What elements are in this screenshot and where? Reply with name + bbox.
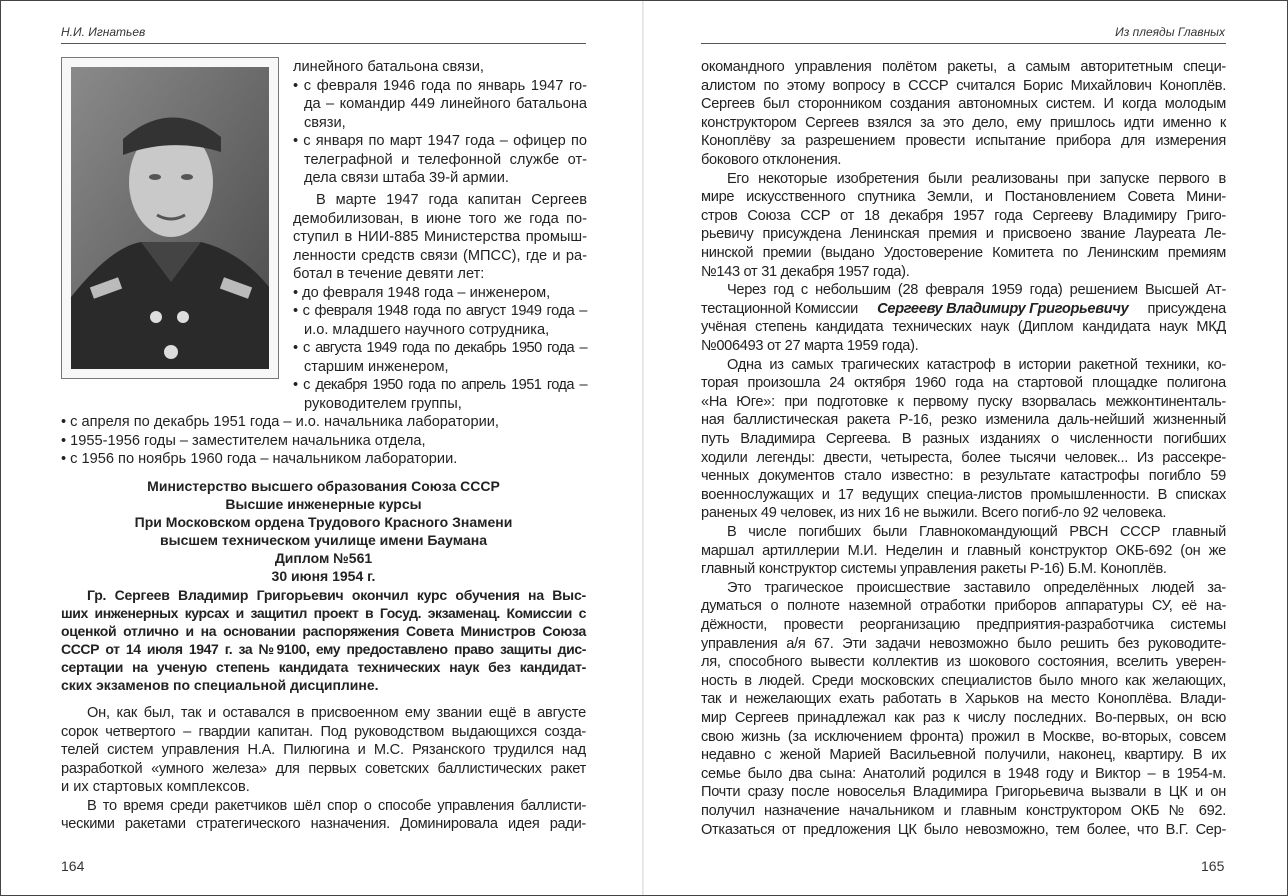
body-line: стров Союза ССР от 18 декабря 1957 года Сергееву Владимиру Григо- (701, 207, 1226, 224)
diploma-text: сертации на ученую степень кандидата технических наук без кандидат- (61, 659, 586, 675)
body-line: свою жизнь (за исключением фронта) прожил в Москве, во-вторых, совсем (701, 728, 1226, 745)
body-line: №006493 от 27 марта 1959 года). (701, 338, 919, 354)
bullet-line: • с декабря 1950 года по апрель 1951 года – (293, 377, 587, 393)
text-line: ступил в НИИ-885 Министерства промыш- (293, 229, 587, 245)
page-number-right: 165 (1201, 858, 1225, 874)
body-line: Отказаться от предложения ЦК было невозможно, тем более, что В.Г. Сер- (701, 821, 1226, 838)
diploma-heading: Диплом №561 (274, 550, 373, 566)
body-line: и их стартовых комплексов. (61, 779, 250, 795)
body-line: дёжности, провести реорганизацию предприятия-разработчика системы (701, 617, 1226, 633)
body-line: В числе погибших были Главнокомандующий РВСН СССР главный (727, 524, 1226, 540)
body-line: ля, способного вывести коллектив из шокового состояния, вселить уверен- (701, 654, 1226, 671)
text-line: дела связи штаба 39-й армии. (304, 170, 509, 186)
body-line: рьевичу присуждена Ленинская премия и присвоено звание Лауреата Ле- (701, 226, 1226, 243)
body-line (701, 300, 1226, 319)
bullet-line: • до февраля 1948 года – инженером, (293, 284, 551, 301)
page-number-left: 164 (61, 858, 85, 874)
left-page (1, 1, 644, 895)
text-line: демобилизован, в июне того же года по- (293, 210, 587, 227)
body-text: присуждена (1147, 300, 1226, 317)
body-line: Его некоторые изобретения были реализованы при запуске первого в (727, 170, 1226, 187)
right-page (644, 1, 1287, 895)
diploma-text: ских экзаменов по специальной дисциплине. (61, 677, 379, 693)
body-line: недавно с женой Марией Васильевной получили, наконец, квартиру. В их (701, 747, 1226, 764)
running-header-left: Н.И. Игнатьев (61, 25, 146, 39)
diploma-heading: Высшие инженерные курсы (225, 496, 422, 512)
text-line: В марте 1947 года капитан Сергеев (316, 192, 587, 208)
bullet-line: • 1955-1956 годы – заместителем начальника отдела, (61, 432, 426, 449)
diploma-text: оценкой отлично и на основании распоряжения Совета Министров Союза (61, 623, 586, 639)
text-line: телеграфной и телефонной службе от- (304, 151, 587, 168)
body-line: конструктором Сергеев взялся за это дело, ему пришлось идти именно к (701, 114, 1226, 131)
body-line: маршал артиллерии М.И. Неделин и главный конструктор ОКБ-692 (он же (701, 542, 1226, 559)
body-text: тестационной Комиссии (701, 300, 859, 317)
diploma-text: ших инженерных курсах и защитил проект в Госуд. экзаменац. Комиссии с (61, 605, 586, 621)
body-line: ность в людей. Среди московских специалистов было много как желающих, (701, 672, 1226, 689)
bullet-line: • с апреля по декабрь 1951 года – и.о. начальника лаборатории, (61, 414, 499, 430)
body-line: сорок четвертого – гвардии капитан. Под руководством выдающихся созда- (61, 723, 586, 740)
diploma-heading: высшем техническом училище имени Баумана (160, 532, 487, 548)
running-header-right: Из плеяды Главных (1115, 25, 1225, 39)
body-line: учёная степень кандидата технических наук (Диплом кандидата наук МКД (701, 319, 1226, 336)
body-line: ческими ракетами стратегического назначения. Доминировала идея ради- (61, 816, 586, 832)
body-line: ченных документов стало известно: в результате катастрофы погибло 59 (701, 468, 1226, 485)
header-rule (701, 43, 1226, 44)
body-line: военнослужащих и 17 ведущих специа-листов промышленности. В списках (701, 486, 1226, 503)
diploma-text: Гр. Сергеев Владимир Григорьевич окончил курс обучения на Выс- (87, 587, 586, 603)
body-line: нинской премии (выдано Удостоверение Комитета по Ленинским премиям (701, 245, 1226, 261)
body-line: разработкой «умного железа» для первых советских баллистических ракет (61, 760, 586, 777)
text-line: связи, (304, 114, 346, 131)
body-line: Одна из самых трагических катастроф в истории ракетной техники, ко- (727, 356, 1226, 373)
text-line: руководителем группы, (304, 395, 462, 412)
bullet-line: • с 1956 по ноябрь 1960 года – начальником лаборатории. (61, 451, 458, 467)
body-line: мире искусственного спутника Земли, и Постановлением Совета Мини- (701, 189, 1226, 206)
header-rule (61, 43, 586, 44)
bullet-line: • с февраля 1948 года по август 1949 года – (293, 303, 587, 319)
emphasized-name: Сергееву Владимиру Григорьевичу (877, 300, 1129, 317)
body-line: управления а/я 67. Эти задачи невозможно было решить без руководите- (701, 635, 1226, 652)
body-line: Почти сразу после новоселья Владимира Григорьевича вызвали в ЦК и он (701, 784, 1226, 801)
text-line: и.о. младшего научного сотрудника, (304, 321, 550, 338)
body-line: В то время среди ракетчиков шёл спор о способе управления баллисти- (87, 797, 586, 814)
body-line: «На Юге»: при подготовке к первому пуску взорвалась межконтиненталь- (701, 393, 1226, 410)
bullet-line: • с августа 1949 года по декабрь 1950 года – (293, 340, 587, 356)
body-line: путь Владимира Сергеева. В разных изданиях о численности погибших (701, 431, 1226, 447)
body-line: так и нежелающих ехать работать в Харьков на место Коноплёва. Влади- (701, 691, 1226, 708)
diploma-heading: При Московском ордена Трудового Красного Знамени (134, 514, 513, 530)
bullet-line: • с января по март 1947 года – офицер по (293, 133, 587, 149)
body-line: №143 от 31 декабря 1957 года). (701, 263, 910, 280)
text-line: старшим инженером, (304, 358, 449, 375)
body-line: Коноплёву за разрешением провести испытание прибора для измерения (701, 133, 1226, 150)
body-line: окомандного управления полётом ракеты, а самым авторитетным специ- (701, 59, 1226, 75)
body-line: получил назначение начальником и главным конструктором ОКБ № 692. (701, 803, 1226, 819)
body-line: ная баллистическая ракета Р-16, резко изменила даль-нейший жизненный (701, 412, 1226, 429)
body-line: торая произошла 24 октября 1960 года на стартовой площадке полигона (701, 375, 1226, 392)
diploma-text: СССР от 14 июля 1947 г. за №9100, ему предоставлено право защиты дис- (61, 641, 586, 657)
body-line: главный конструктор системы управления ракеты Р-16) Б.М. Коноплёв. (701, 561, 1167, 578)
body-line: алистом по этому вопросу в СССР считался Борис Михайлович Коноплёв. (701, 77, 1226, 94)
bullet-line: • с февраля 1946 года по январь 1947 го- (293, 77, 587, 94)
text-line: ботал в течение девяти лет: (293, 266, 485, 282)
body-line: думаться о полноте наземной отработки приборов аппаратуры СУ, её на- (701, 598, 1226, 615)
body-line: телей систем управления Н.А. Пилюгина и М.С. Рязанского трудился над (61, 742, 586, 758)
body-line: Сергеев был сторонником создания автономных систем. И когда молодым (701, 96, 1226, 113)
body-line: семье было два сына: Анатолий родился в 1948 году и Виктор – в 1954-м. (701, 765, 1226, 782)
diploma-heading: Министерство высшего образования Союза СССР (147, 478, 500, 494)
body-line: Через год с небольшим (28 февраля 1959 года) решением Высшей Ат- (727, 282, 1226, 299)
body-line: Он, как был, так и оставался в присвоенном ему звании ещё в августе (87, 705, 586, 721)
body-line: мир Сергеев принадлежал как раз к числу последних. Во-первых, он всю (701, 710, 1226, 726)
text-line: линейного батальона связи, (293, 59, 484, 75)
body-line: бокового отклонения. (701, 152, 842, 168)
diploma-heading: 30 июня 1954 г. (271, 568, 376, 584)
body-line: Это трагическое происшествие заставило определённых людей за- (727, 579, 1226, 596)
text-line: ленности средств связи (МПСС), где и ра- (293, 247, 587, 264)
text-line: да – командир 449 линейного батальона (304, 96, 587, 112)
portrait-photo (61, 57, 279, 379)
body-line: ходили легенды: двести, четыреста, более тысячи человек... Из рассекре- (701, 449, 1226, 466)
portrait-photo-icon (71, 67, 269, 369)
body-line: раненых 49 человек, из них 16 не выжили. Всего погиб-ло 92 человека. (701, 505, 1167, 522)
